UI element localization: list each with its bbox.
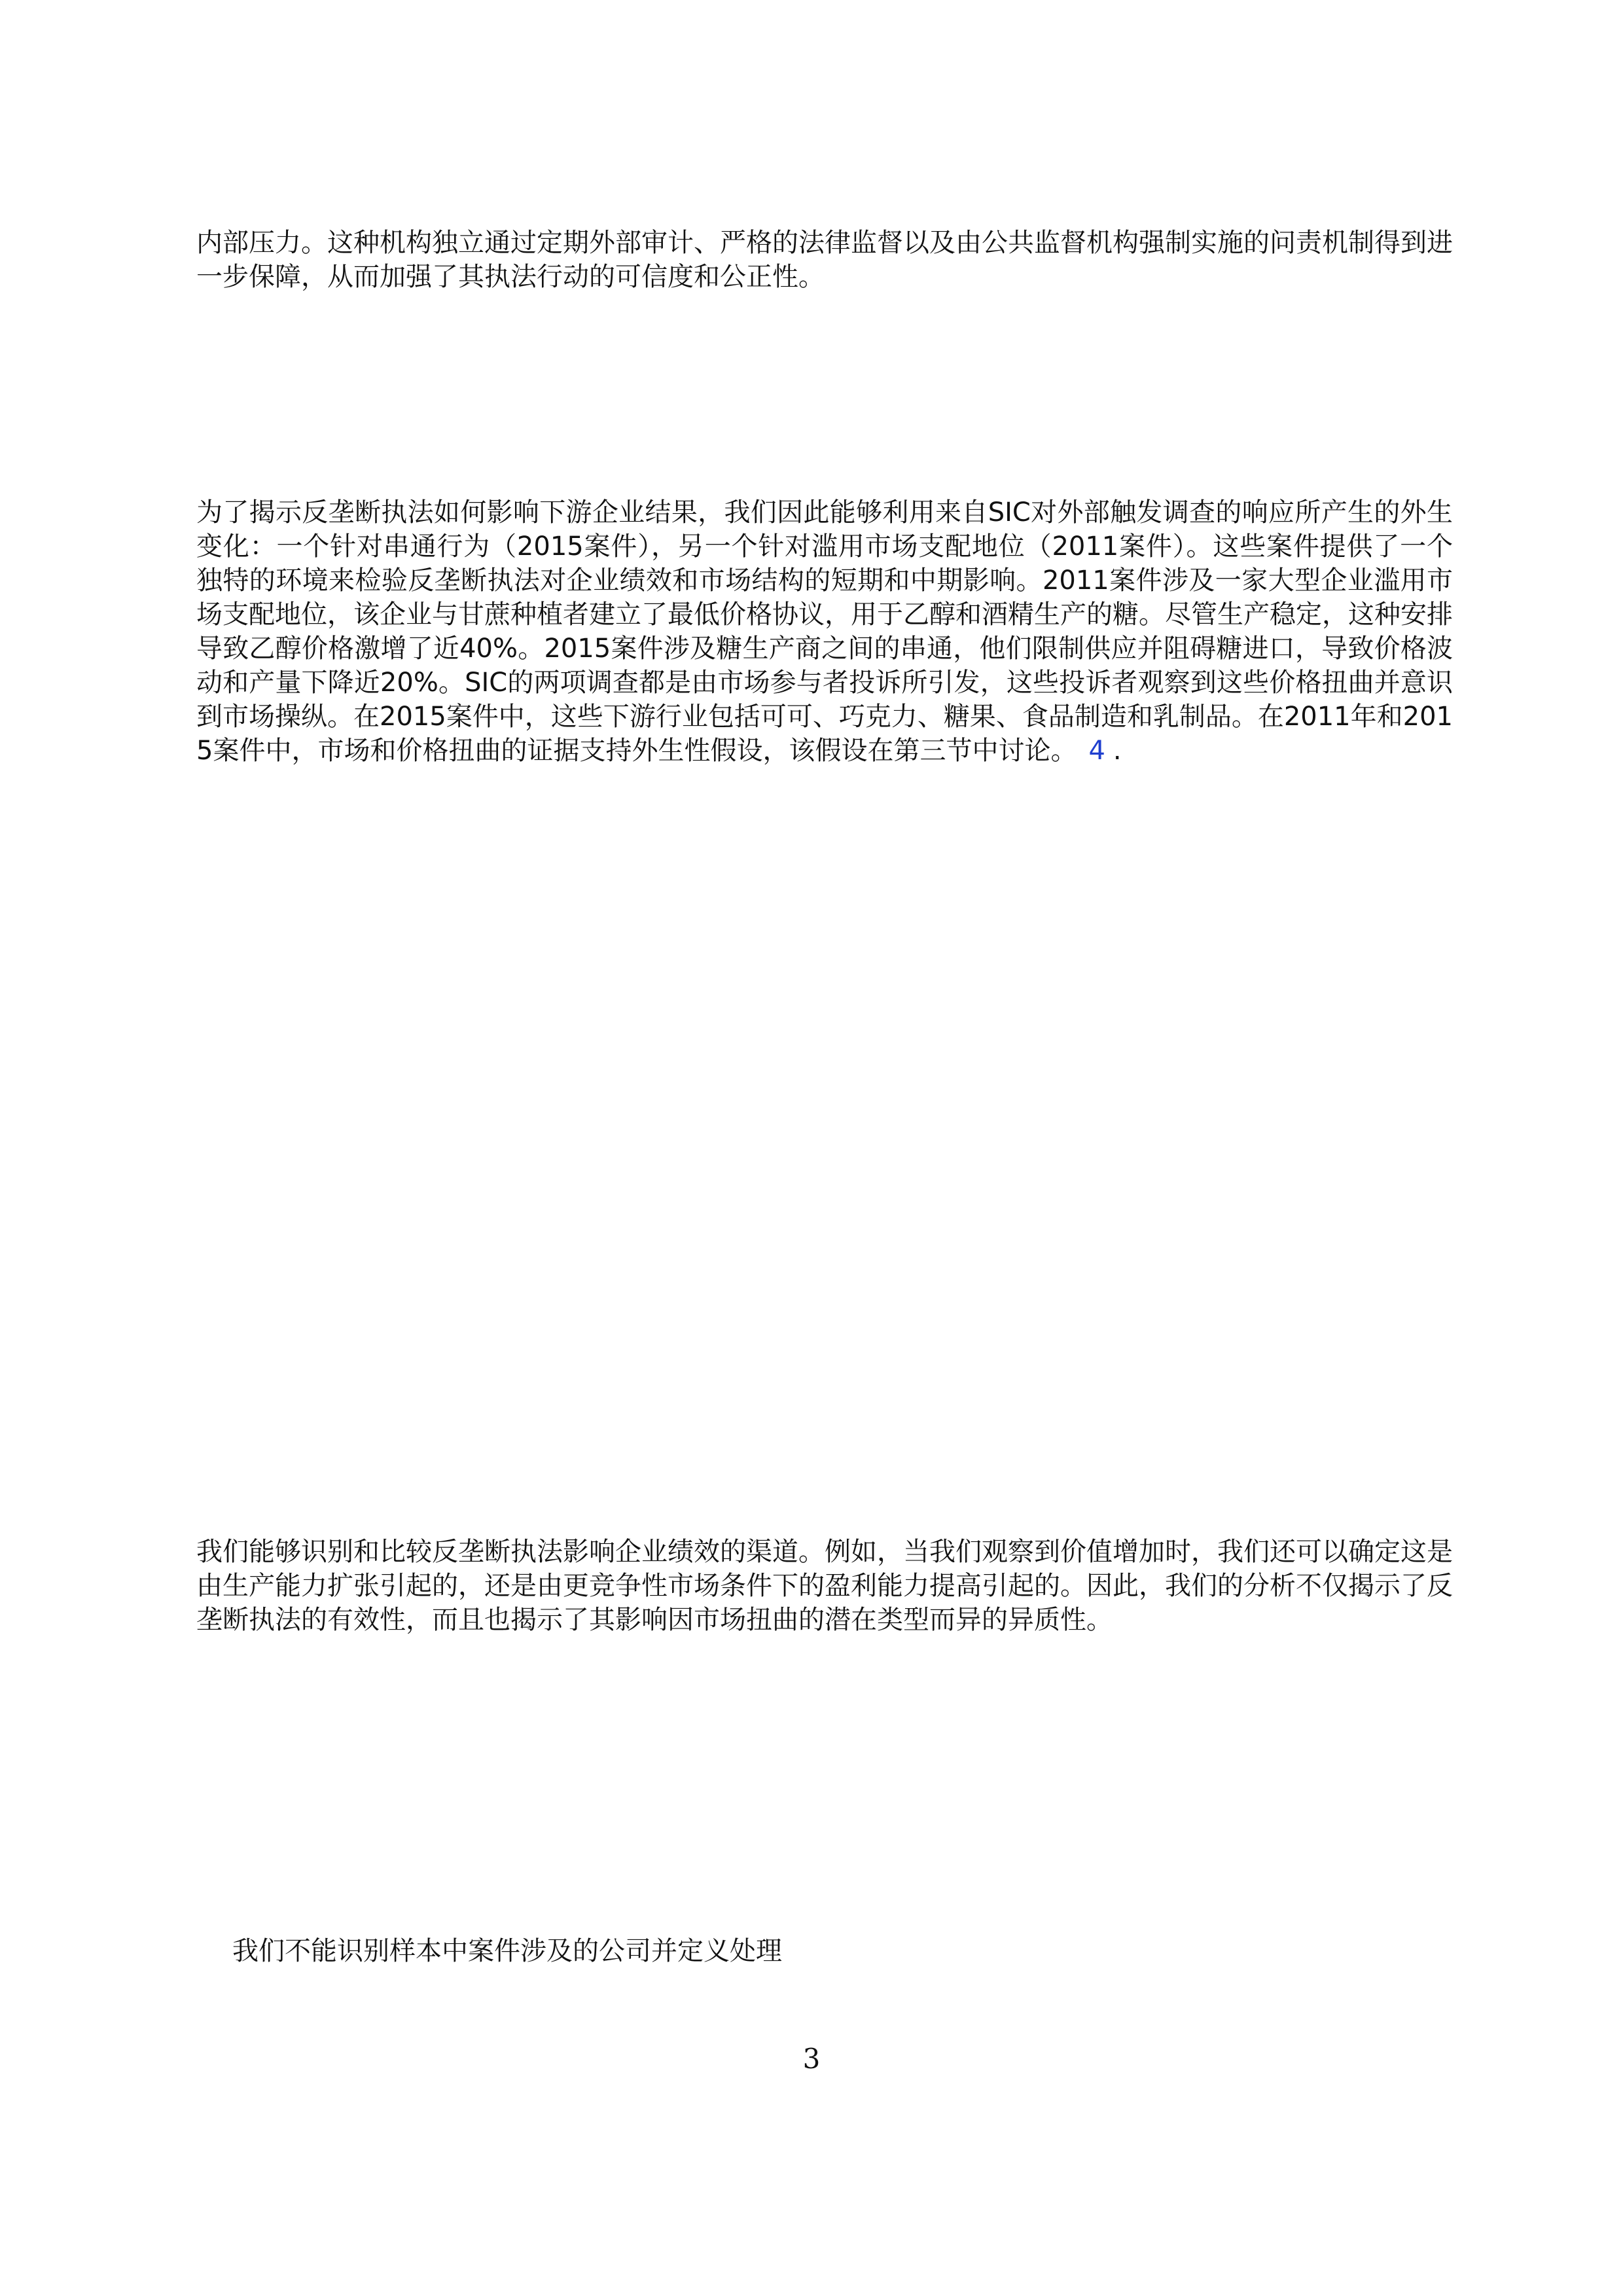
footnote-reference-link[interactable]: 4 — [1088, 736, 1105, 766]
paragraph-identification-strategy — [196, 495, 1453, 768]
paragraph-end-punctuation: . — [1113, 736, 1122, 766]
paragraph-institutional-independence: 内部压力。这种机构独立通过定期外部审计、严格的法律监督以及由公共监督机构强制实施的问责机制得到进一步保障，从而加强了其执法行动的可信度和公正性。 — [196, 228, 1453, 292]
paragraph-channels: 我们能够识别和比较反垄断执法影响企业绩效的渠道。例如，当我们观察到价值增加时，我们还可以确定这是由生产能力扩张引起的，还是由更竞争性市场条件下的盈利能力提高引起的。因此，我们的分析不仅揭示了反垄断执法的有效性，而且也揭示了其影响因市场扭曲的潜在类型而异的异质性。 — [196, 1537, 1453, 1635]
paragraph-identification-text: 为了揭示反垄断执法如何影响下游企业结果，我们因此能够利用来自SIC对外部触发调查的响应所产生的外生变化：一个针对串通行为（2015案件），另一个针对滥用市场支配地位（2011案件）。这些案件提供了一个独特的环境来检验反垄断执法对企业绩效和市场结构的短期和中期影响。2011案件涉及一家大型企业滥用市场支配地位，该企业与甘蔗种植者建立了最低价格协议，用于乙醇和酒精生产的糖。尽管生产稳定，这种安排导致乙醇价格激增了近40%。2015案件涉及糖生产商之间的串通，他们限制供应并阻碍糖进口，导致价格波动和产量下降近20%。SIC的两项调查都是由市场参与者投诉所引发，这些投诉者观察到这些价格扭曲并意识到市场操纵。在2015案件中，这些下游行业包括可可、巧克力、糖果、食品制造和乳制品。在2011年和2015案件中，市场和价格扭曲的证据支持外生性假设，该假设在第三节中讨论。 — [196, 497, 1453, 766]
footnote-text: 我们不能识别样本中案件涉及的公司并定义处理 — [232, 1936, 782, 1966]
page-number: 3 — [802, 2043, 821, 2075]
